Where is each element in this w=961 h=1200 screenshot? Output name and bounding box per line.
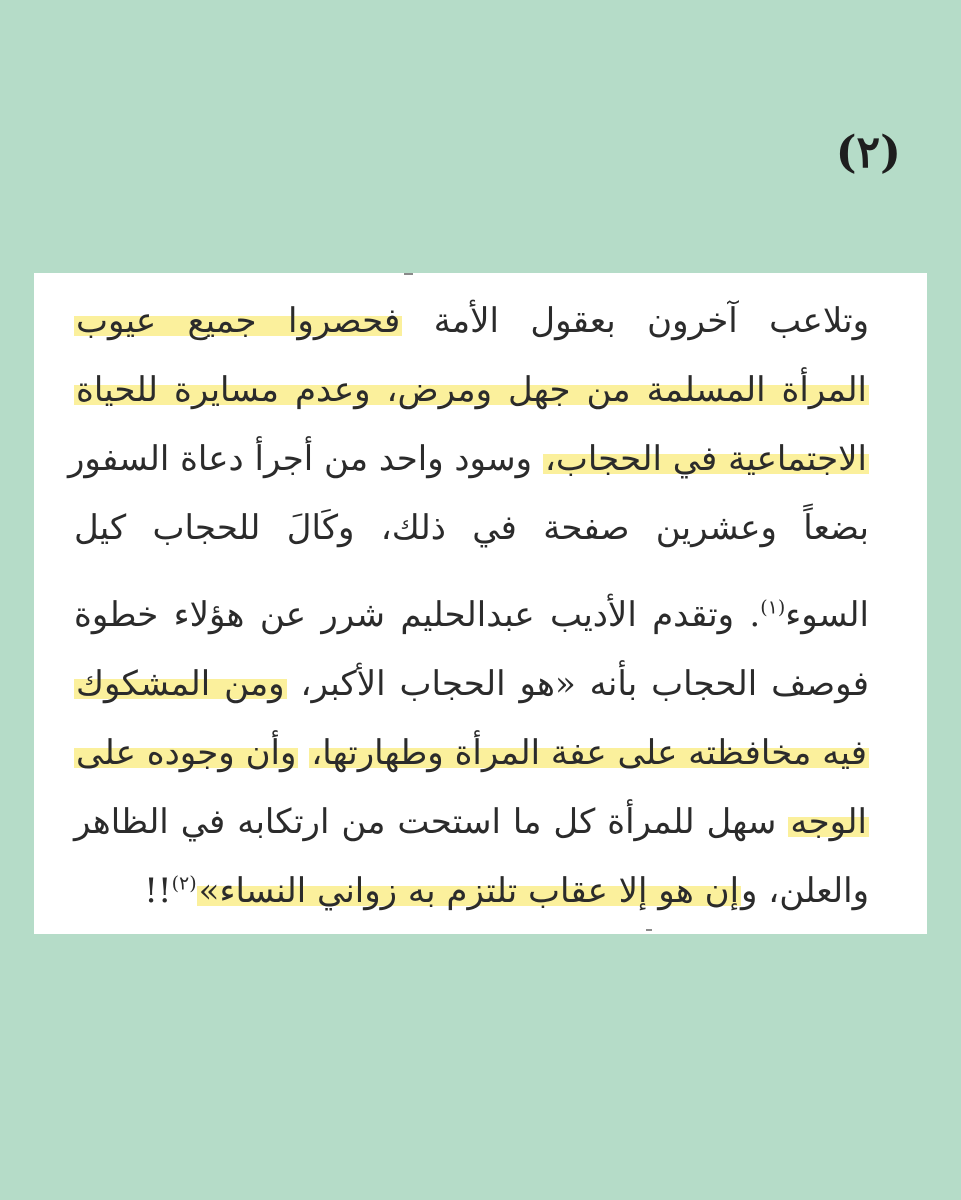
scan-speck — [404, 273, 413, 275]
text-line-3 — [67, 425, 869, 494]
text-line-7 — [74, 719, 869, 788]
highlighted-text: فيه مخافظته على عفة المرأة وطهارتها، — [311, 733, 868, 773]
highlighted-text: الاجتماعية في الحجاب، — [544, 439, 867, 479]
text-line-4 — [74, 494, 869, 563]
footnote-marker: (٢) — [171, 872, 197, 895]
scanned-page — [34, 273, 927, 934]
line-text: فوصف الحجاب بأنه «هو الحجاب الأكبر، — [286, 664, 869, 704]
line-text: . وتقدم الأديب عبدالحليم شرر عن هؤلاء خطوة — [74, 595, 761, 635]
highlighted-text: إن هو إلا عقاب تلتزم به زواني النساء» — [198, 871, 740, 911]
scan-speck — [646, 929, 652, 931]
line-text: سهل للمرأة كل ما استحت من ارتكابه في الظاهر — [74, 802, 789, 842]
text-line-8 — [74, 788, 869, 857]
highlighted-text: الوجه — [790, 802, 867, 842]
highlighted-text: ومن المشكوك — [76, 664, 285, 704]
text-line-1 — [74, 287, 869, 356]
highlighted-text: المرأة المسلمة من جهل ومرض، وعدم مسايرة للحياة — [76, 370, 867, 410]
page-number: (٢) — [835, 127, 901, 178]
line-text: بضعاً وعشرين صفحة في ذلك، وكَالَ للحجاب كيل — [74, 508, 869, 548]
highlighted-text: فحصروا جميع عيوب — [76, 301, 401, 341]
line-text: وتلاعب آخرون بعقول الأمة — [402, 301, 870, 341]
line-text: السوء — [785, 595, 869, 635]
body-text — [67, 287, 870, 926]
line-text — [298, 733, 309, 773]
line-text: !! — [144, 871, 172, 911]
text-line-5 — [74, 581, 869, 650]
text-line-2 — [74, 356, 869, 425]
footnote-marker: (١) — [760, 596, 786, 619]
line-text: والعلن، و — [741, 871, 869, 911]
text-line-6 — [74, 650, 869, 719]
text-line-9 — [74, 857, 869, 926]
highlighted-text: وأن وجوده على — [76, 733, 297, 773]
line-text: وسود واحد من أجرأ دعاة السفور — [67, 439, 543, 479]
